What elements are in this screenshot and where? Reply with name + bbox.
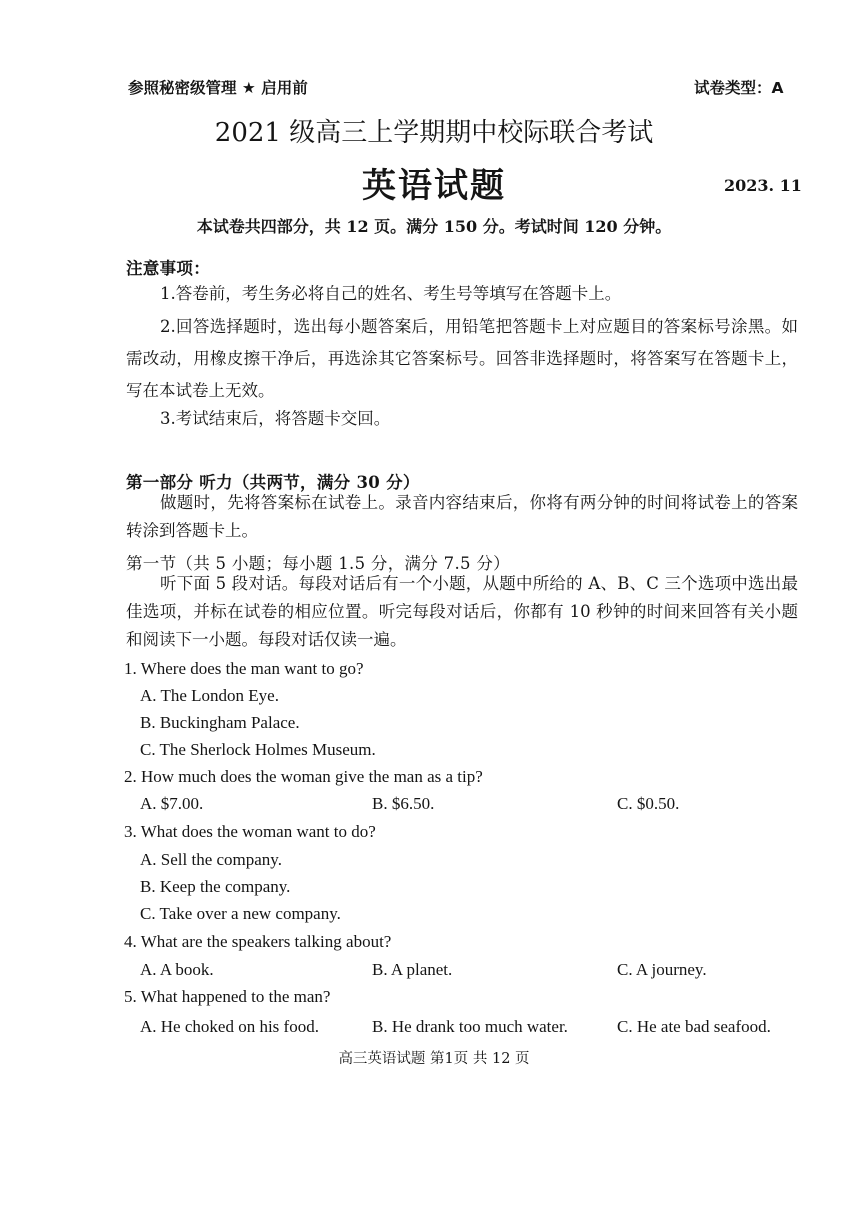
question-3-option-a: A. Sell the company.: [140, 850, 282, 869]
notes-heading: 注意事项：: [126, 259, 210, 278]
question-4-option-c: C. A journey.: [617, 960, 707, 979]
question-2-stem: 2. How much does the woman give the man as a tip?: [124, 767, 483, 786]
subject-title: 英语试题: [362, 166, 506, 206]
question-3-option-c: C. Take over a new company.: [140, 904, 341, 923]
question-5-options: [140, 1017, 820, 1039]
question-4-option-b: B. A planet.: [372, 960, 453, 979]
question-3-stem: 3. What does the woman want to do?: [124, 822, 376, 841]
question-1-option-b: B. Buckingham Palace.: [140, 713, 300, 732]
part1-intro: 做题时，先将答案标在试卷上。录音内容结束后，你将有两分钟的时间将试卷上的答案转涂到答题卡上。: [126, 493, 798, 540]
part1-heading: 第一部分 听力（共两节，满分 30 分）: [126, 473, 420, 492]
question-3-option-b: B. Keep the company.: [140, 877, 291, 896]
question-5-option-c: C. He ate bad seafood.: [617, 1017, 771, 1036]
paper-type-label: 试卷类型：A: [694, 79, 784, 97]
exam-summary: 本试卷共四部分，共 12 页。满分 150 分。考试时间 120 分钟。: [196, 217, 672, 236]
note-item-3: 3.考试结束后，将答题卡交回。: [160, 409, 391, 428]
exam-date: 2023. 11: [724, 176, 802, 195]
question-2-option-a: A. $7.00.: [140, 794, 204, 813]
question-1-option-a: A. The London Eye.: [140, 686, 279, 705]
question-2-option-c: C. $0.50.: [617, 794, 680, 813]
question-4-options: [140, 960, 820, 982]
question-1-stem: 1. Where does the man want to go?: [124, 659, 364, 678]
question-1-option-c: C. The Sherlock Holmes Museum.: [140, 740, 376, 759]
question-4-stem: 4. What are the speakers talking about?: [124, 932, 392, 951]
question-4-option-a: A. A book.: [140, 960, 214, 979]
section1-heading: 第一节（共 5 小题；每小题 1.5 分，满分 7.5 分）: [126, 554, 510, 573]
note-item-1: 1.答卷前，考生务必将自己的姓名、考生号等填写在答题卡上。: [160, 284, 622, 303]
question-2-option-b: B. $6.50.: [372, 794, 435, 813]
question-2-options: [140, 794, 820, 816]
page-footer: 高三英语试题 第1页 共 12 页: [338, 1051, 530, 1067]
note-item-2: 2.回答选择题时，选出每小题答案后，用铅笔把答题卡上对应题目的答案标号涂黑。如需改动，用橡皮擦干净后，再选涂其它答案标号。回答非选择题时，将答案写在答题卡上，写在本试卷上无效。: [126, 317, 798, 400]
question-5-stem: 5. What happened to the man?: [124, 987, 331, 1006]
secrecy-label: 参照秘密级管理 ★ 启用前: [128, 79, 308, 97]
section1-intro: 听下面 5 段对话。每段对话后有一个小题，从题中所给的 A、B、C 三个选项中选出最佳选项，并标在试卷的相应位置。听完每段对话后，你都有 10 秒钟的时间来回答有关小题和阅读下一小题。每段对话仅读一遍。: [126, 574, 798, 649]
exam-title: 2021 级高三上学期期中校际联合考试: [214, 118, 654, 148]
question-5-option-b: B. He drank too much water.: [372, 1017, 568, 1036]
question-5-option-a: A. He choked on his food.: [140, 1017, 319, 1036]
